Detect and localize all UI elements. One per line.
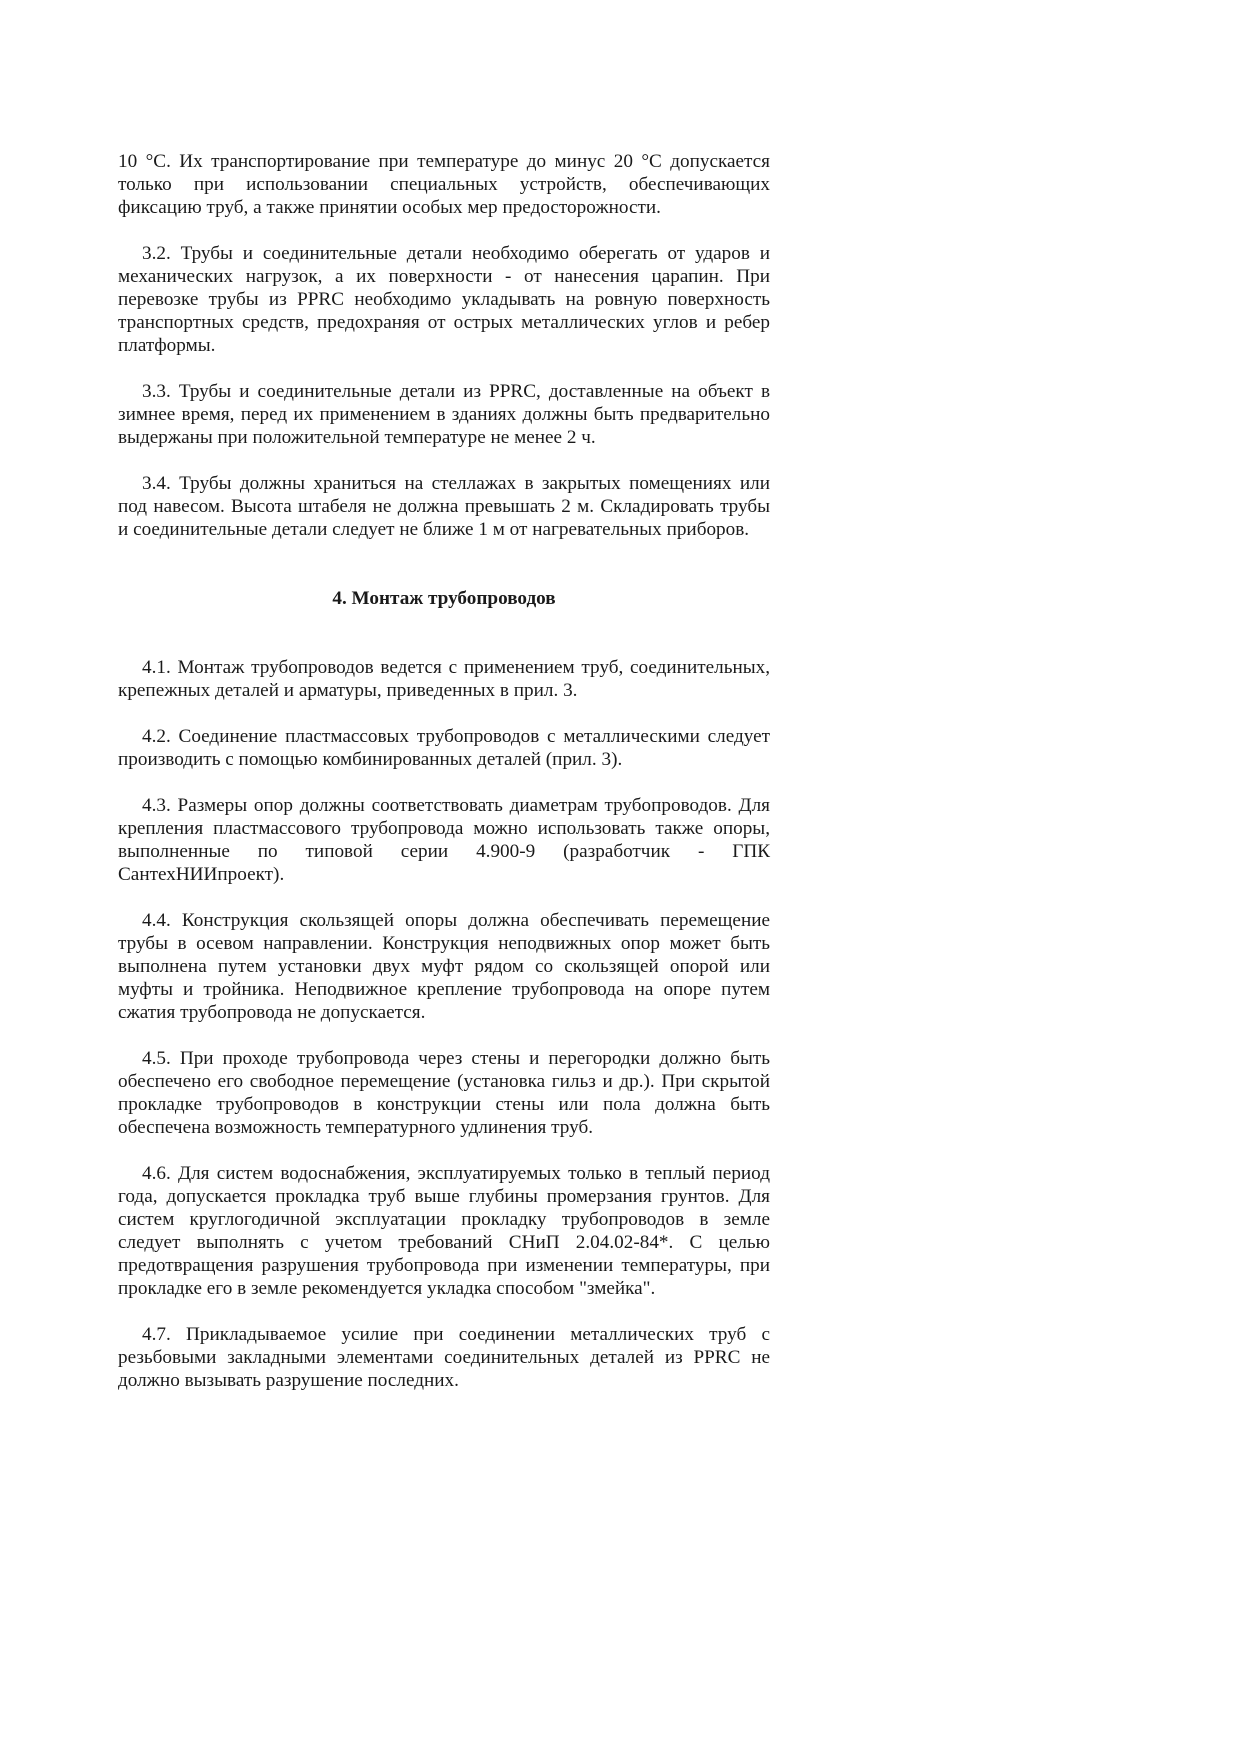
paragraph-3-1-continuation: 10 °С. Их транспортирование при температуре до минус 20 °С допускается только при использовании специальных устройств, обеспечивающих фиксацию труб, а также принятии особых мер предосторожности. — [118, 151, 770, 218]
paragraph-4-6: 4.6. Для систем водоснабжения, эксплуатируемых только в теплый период года, допускается прокладка труб выше глубины промерзания грунтов. Для систем круглогодичной эксплуатации прокладку трубопроводов в земле следует выполнять с учетом требований СНиП 2.04.02-84*. С целью предотвращения разрушения трубопровода при изменении температуры, при прокладке его в земле рекомендуется укладка способом "змейка". — [118, 1163, 770, 1299]
paragraph-4-3: 4.3. Размеры опор должны соответствовать диаметрам трубопроводов. Для крепления пластмассового трубопровода можно использовать также опоры, выполненные по типовой серии 4.900-9 (разработчик - ГПК СантехНИИпроект). — [118, 795, 770, 885]
paragraph-4-7: 4.7. Прикладываемое усилие при соединении металлических труб с резьбовыми закладными элементами соединительных деталей из PPRC не должно вызывать разрушение последних. — [118, 1324, 770, 1391]
paragraph-4-4: 4.4. Конструкция скользящей опоры должна обеспечивать перемещение трубы в осевом направлении. Конструкция неподвижных опор может быть выполнена путем установки двух муфт рядом со скользящей опорой или муфты и тройника. Неподвижное крепление трубопровода на опоре путем сжатия трубопровода не допускается. — [118, 910, 770, 1023]
paragraph-3-3: 3.3. Трубы и соединительные детали из PPRC, доставленные на объект в зимнее время, перед их применением в зданиях должны быть предварительно выдержаны при положительной температуре не менее 2 ч. — [118, 381, 770, 448]
section-heading: 4. Монтаж трубопроводов — [332, 588, 556, 609]
paragraph-3-4: 3.4. Трубы должны храниться на стеллажах в закрытых помещениях или под навесом. Высота штабеля не должна превышать 2 м. Складировать трубы и соединительные детали следует не ближе 1 м от нагревательных приборов. — [118, 473, 770, 540]
document-body — [118, 150, 770, 1392]
paragraph-4-2: 4.2. Соединение пластмассовых трубопроводов с металлическими следует производить с помощью комбинированных деталей (прил. 3). — [118, 726, 770, 770]
paragraph-4-1: 4.1. Монтаж трубопроводов ведется с применением труб, соединительных, крепежных деталей и арматуры, приведенных в прил. 3. — [118, 657, 770, 701]
paragraph-4-5: 4.5. При проходе трубопровода через стены и перегородки должно быть обеспечено его свободное перемещение (установка гильз и др.). При скрытой прокладке трубопроводов в конструкции стены или пола должна быть обеспечена возможность температурного удлинения труб. — [118, 1048, 770, 1138]
paragraph-3-2: 3.2. Трубы и соединительные детали необходимо оберегать от ударов и механических нагрузок, а их поверхности - от нанесения царапин. При перевозке трубы из PPRC необходимо укладывать на ровную поверхность транспортных средств, предохраняя от острых металлических углов и ребер платформы. — [118, 243, 770, 356]
